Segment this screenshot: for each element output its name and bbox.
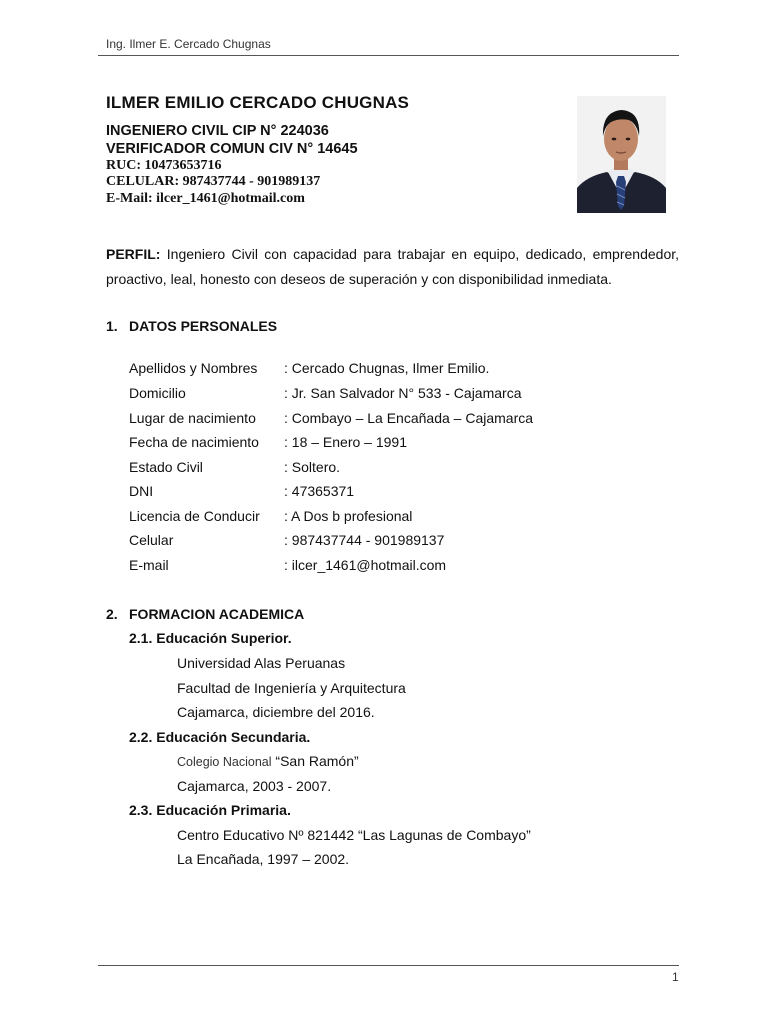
personal-row-value: : ilcer_1461@hotmail.com bbox=[284, 557, 447, 573]
personal-row-label: Celular bbox=[129, 532, 174, 548]
personal-row-label: DNI bbox=[129, 483, 154, 499]
section-number: 2. bbox=[106, 606, 118, 622]
personal-row-label: Domicilio bbox=[129, 385, 186, 401]
subheading-higher-education: 2.1. Educación Superior. bbox=[129, 630, 292, 646]
personal-row-label: Estado Civil bbox=[129, 459, 203, 475]
school-name: “San Ramón” bbox=[271, 753, 359, 769]
personal-row-label: Lugar de nacimiento bbox=[129, 410, 256, 426]
page-number: 1 bbox=[672, 970, 679, 984]
professional-title: INGENIERO CIVIL CIP N° 224036 bbox=[106, 123, 329, 139]
profile-photo bbox=[577, 96, 666, 213]
personal-row-value: : Cercado Chugnas, Ilmer Emilio. bbox=[284, 360, 490, 376]
education-line: Centro Educativo Nº 821442 “Las Lagunas de Combayo” bbox=[177, 827, 531, 843]
personal-row-label: Licencia de Conducir bbox=[129, 508, 260, 524]
personal-row-value: : 18 – Enero – 1991 bbox=[284, 434, 407, 450]
full-name: ILMER EMILIO CERCADO CHUGNAS bbox=[106, 93, 410, 112]
education-line: Facultad de Ingeniería y Arquitectura bbox=[177, 680, 406, 696]
personal-row-value: : Combayo – La Encañada – Cajamarca bbox=[284, 410, 534, 426]
personal-row-label: Fecha de nacimiento bbox=[129, 434, 259, 450]
personal-row-value: : Jr. San Salvador N° 533 - Cajamarca bbox=[284, 385, 522, 401]
section-heading-education bbox=[106, 606, 304, 622]
profile-label: PERFIL: bbox=[106, 246, 161, 262]
section-number: 1. bbox=[106, 318, 118, 334]
footer-divider bbox=[98, 965, 679, 966]
personal-row-value: : 47365371 bbox=[284, 483, 355, 499]
profile-summary bbox=[106, 242, 679, 292]
section-title: DATOS PERSONALES bbox=[129, 318, 278, 334]
section-heading-personal bbox=[106, 318, 277, 334]
personal-row-label: E-mail bbox=[129, 557, 169, 573]
subheading-primary-education: 2.3. Educación Primaria. bbox=[129, 802, 291, 818]
education-line bbox=[177, 753, 359, 769]
subheading-secondary-education: 2.2. Educación Secundaria. bbox=[129, 729, 311, 745]
section-title: FORMACION ACADEMICA bbox=[129, 606, 305, 622]
personal-row-label: Apellidos y Nombres bbox=[129, 360, 258, 376]
education-line: La Encañada, 1997 – 2002. bbox=[177, 851, 350, 867]
education-line: Universidad Alas Peruanas bbox=[177, 655, 346, 671]
running-header: Ing. Ilmer E. Cercado Chugnas bbox=[106, 37, 271, 51]
personal-row-value: : 987437744 - 901989137 bbox=[284, 532, 445, 548]
ruc-line: RUC: 10473653716 bbox=[106, 158, 222, 173]
education-line: Cajamarca, diciembre del 2016. bbox=[177, 704, 375, 720]
education-line: Cajamarca, 2003 - 2007. bbox=[177, 778, 332, 794]
profile-text: Ingeniero Civil con capacidad para trabajar en equipo, dedicado, emprendedor, proactivo, leal, honesto con deseos de superación y con disponibilidad inmediata. bbox=[106, 246, 680, 287]
school-prefix: Colegio Nacional bbox=[177, 755, 272, 769]
header-divider bbox=[98, 55, 679, 56]
personal-row-value: : Soltero. bbox=[284, 459, 341, 475]
email-line: E-Mail: ilcer_1461@hotmail.com bbox=[106, 191, 305, 206]
verifier-title: VERIFICADOR COMUN CIV N° 14645 bbox=[106, 141, 358, 157]
personal-row-value: : A Dos b profesional bbox=[284, 508, 413, 524]
phone-line: CELULAR: 987437744 - 901989137 bbox=[106, 174, 321, 189]
